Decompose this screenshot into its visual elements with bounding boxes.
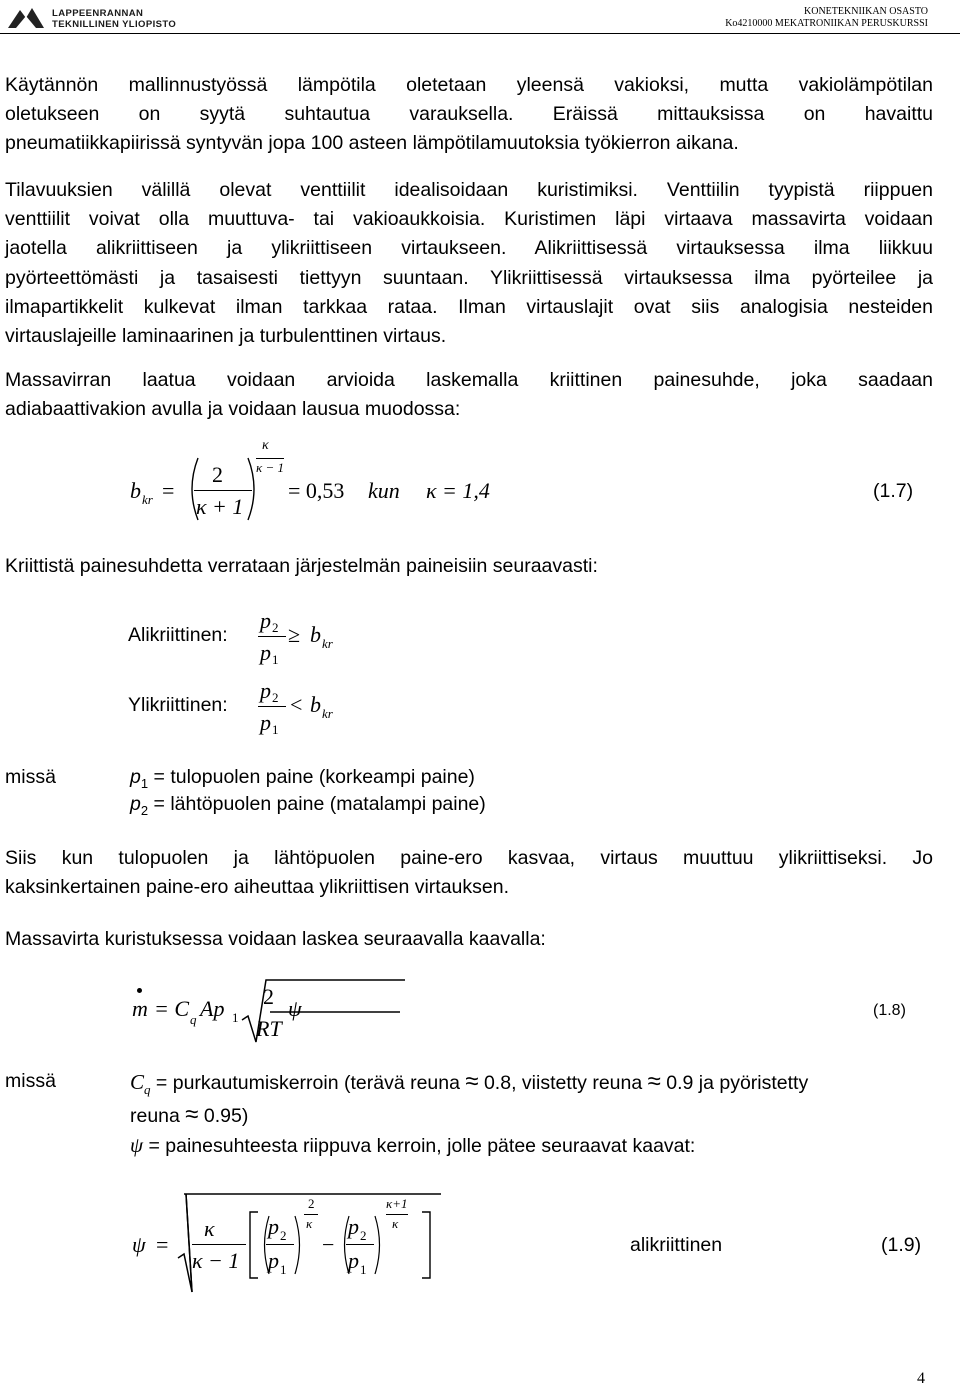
text-line: pneumatiikkapiirissä syntyvän jopa 100 asteen lämpötilamuutoksia työkierron aikana. (5, 132, 739, 155)
logo-line-1: LAPPEENRANNAN (52, 8, 144, 19)
eq-kun: kun (368, 478, 400, 503)
text-line: Tilavuuksien välillä olevat venttiilit idealisoidaan kuristimiksi. Venttiilin tyypistä riippuen (5, 179, 933, 201)
k-num: κ (204, 1216, 215, 1241)
text-line: Siis kun tulopuolen ja lähtöpuolen paine-ero kasvaa, virtaus muuttuu ylikriittiseksi. Jo (5, 847, 933, 869)
page-number: 4 (917, 1370, 925, 1387)
p1-definition (130, 766, 475, 791)
equation-1-9 (128, 1188, 928, 1298)
paragraph-massflow (5, 925, 933, 954)
eq-b: b (130, 478, 141, 503)
text-line: Kriittistä painesuhdetta verrataan järjestelmän paineisiin seuraavasti: (5, 555, 598, 577)
p2-sub: 2 (272, 620, 279, 635)
alikriittinen-text: alikriittinen (630, 1234, 723, 1256)
exp-den: κ − 1 (256, 460, 285, 475)
fraction-bar (346, 1244, 374, 1245)
exp-fraction-bar (304, 1214, 318, 1215)
p1-sub: 1 (272, 652, 279, 667)
p1-sub: 1 (280, 1262, 287, 1277)
text-line: Massavirran laatua voidaan arvioida laskemalla kriittinen painesuhde, joka saadaan (5, 369, 933, 391)
p1: p (260, 710, 271, 735)
cq-symbol: C (130, 1070, 145, 1094)
eq-value: = 0,53 (288, 478, 345, 503)
approx-icon: ≈ (647, 1068, 661, 1095)
fraction-bar (266, 1244, 294, 1245)
university-logo-icon (6, 4, 46, 30)
approx-icon: ≈ (185, 1101, 199, 1128)
alikriittinen-label: Alikriittinen: (128, 624, 228, 646)
text-line: adiabaattivakion avulla ja voidaan lausua muodossa: (5, 398, 461, 421)
eq-num: 2 (263, 984, 274, 1009)
department-label: KONETEKNIIKAN OSASTO (804, 6, 928, 17)
eq-psi: ψ (132, 1232, 146, 1257)
cq-line2-a: reuna (130, 1105, 186, 1127)
p2: p (260, 678, 271, 703)
p1-sub: 1 (360, 1262, 367, 1277)
approx-icon: ≈ (465, 1068, 479, 1095)
p2: p (268, 1214, 279, 1239)
eq-num: 2 (212, 462, 223, 487)
eq-den: RT (256, 1016, 282, 1041)
right-bracket-icon (418, 1210, 434, 1280)
fraction-bar (258, 706, 286, 707)
comparison-block (128, 606, 428, 746)
cq-definition-line2 (130, 1101, 249, 1128)
cq-text-a: = purkautumiskerroin (terävä reuna (150, 1072, 466, 1094)
ylikriittinen-label: Ylikriittinen: (128, 694, 228, 716)
eq-m: m (132, 996, 148, 1021)
eq-label-1-8: (1.8) (873, 1002, 906, 1019)
cq-text-c: 0.9 ja pyöristetty (660, 1072, 809, 1094)
paragraph-temperature (5, 71, 933, 159)
exp2-den: κ (392, 1216, 399, 1231)
p2-sub: 2 (272, 690, 279, 705)
p2-sub: 2 (360, 1228, 367, 1243)
paragraph-critical-ratio (5, 366, 933, 424)
cq-text-b: 0.8, viistetty reuna (478, 1072, 648, 1094)
text-line: oletukseen on syytä suhtautua varauksella. Eräissä mittauksissa on havaittu (5, 103, 933, 126)
equation-1-8 (128, 976, 928, 1046)
lt-sign: < (290, 692, 303, 717)
header-rule (0, 33, 960, 34)
cq-subscript: q (144, 1081, 151, 1097)
psi-definition (130, 1133, 695, 1158)
p2-sub: 2 (280, 1228, 287, 1243)
p2-symbol: p (130, 793, 141, 815)
eq-q-sub: q (190, 1012, 197, 1027)
paragraph-compare (5, 552, 933, 581)
eq-label-1-7: (1.7) (873, 480, 914, 502)
p1: p (348, 1248, 359, 1273)
paragraph-valves (5, 176, 933, 351)
b: b (310, 692, 321, 717)
eq-label-1-9: (1.9) (881, 1234, 922, 1256)
cq-line2-b: 0.95) (198, 1105, 249, 1127)
text-line: Massavirta kuristuksessa voidaan laskea seuraavalla kaavalla: (5, 928, 546, 950)
p1-sub: 1 (272, 722, 279, 737)
exp-fraction-bar (386, 1214, 408, 1215)
p1-subscript: 1 (140, 775, 149, 791)
p2-text: = lähtöpuolen paine (matalampi paine) (148, 793, 486, 815)
equation-1-7 (120, 438, 940, 528)
missa-label: missä (5, 766, 56, 788)
p1-text: = tulopuolen paine (korkeampi paine) (148, 766, 475, 788)
right-paren-icon (372, 1214, 386, 1276)
p1: p (268, 1248, 279, 1273)
eq-cq: = C (154, 996, 190, 1021)
p2-definition (130, 793, 486, 818)
k-den: κ − 1 (192, 1248, 240, 1273)
psi-text: = painesuhteesta riippuva kerroin, jolle pätee seuraavat kaavat: (143, 1135, 696, 1157)
text-line: virtauslajeille laminaarinen ja turbulenttinen virtaus. (5, 325, 447, 348)
exp2-num: κ+1 (386, 1196, 408, 1211)
text-line: venttiilit voivat olla muuttuva- tai vakioaukkoisia. Kuristimen läpi virtaava massavirta voidaan (5, 208, 933, 231)
b-sub: kr (322, 636, 333, 651)
p2: p (260, 608, 271, 633)
right-paren-icon (292, 1214, 306, 1276)
paragraph-conclusion (5, 844, 933, 902)
exp-fraction-bar (256, 458, 284, 459)
p2-subscript: 2 (140, 802, 149, 818)
psi-symbol: ψ (130, 1133, 144, 1157)
b: b (310, 622, 321, 647)
exp-num: κ (262, 438, 269, 453)
p1-symbol: p (130, 766, 141, 788)
text-line: jaotella alikriittiseen ja ylikriittiseen virtaukseen. Alikriittisessä virtauksessa ilma liikkuu (5, 237, 933, 260)
fraction-bar (192, 1244, 246, 1245)
text-line: Käytännön mallinnustyössä lämpötila oletetaan yleensä vakioksi, mutta vakiolämpötilan (5, 74, 933, 96)
eq-den: κ + 1 (196, 494, 244, 519)
ge-sign: ≥ (288, 622, 301, 647)
eq-psi: ψ (288, 996, 302, 1021)
cq-definition (130, 1070, 808, 1098)
eq-equals: = (156, 1232, 169, 1257)
text-line: pyörteettömästi ja tasaisesti tiettyyn suuntaan. Ylikriittisessä virtauksessa ilma pyörteilee ja (5, 266, 933, 289)
eq-b-sub: kr (142, 492, 153, 507)
fraction-bar (258, 636, 286, 637)
eq-equals: = (162, 478, 175, 503)
dot-icon (137, 988, 142, 993)
p2: p (348, 1214, 359, 1239)
p1: p (260, 640, 271, 665)
exp1-den: κ (306, 1216, 313, 1231)
missa-label: missä (5, 1070, 56, 1092)
text-line: ilmapartikkelit kulkevat ilman tarkkaa rataa. Ilman virtauslajit ovat siis analogisia nesteiden (5, 295, 933, 318)
b-sub: kr (322, 706, 333, 721)
logo-line-2: TEKNILLINEN YLIOPISTO (52, 19, 177, 30)
exp1-num: 2 (308, 1196, 315, 1211)
minus-sign: − (322, 1232, 335, 1257)
course-label: Ko4210000 MEKATRONIIKAN PERUSKURSSI (725, 18, 928, 29)
eq-kappa: κ = 1,4 (426, 478, 490, 503)
eq-ap-sub: 1 (232, 1010, 239, 1025)
text-line: kaksinkertainen paine-ero aiheuttaa ylikriittisen virtauksen. (5, 876, 510, 899)
eq-ap: Ap (200, 996, 225, 1021)
